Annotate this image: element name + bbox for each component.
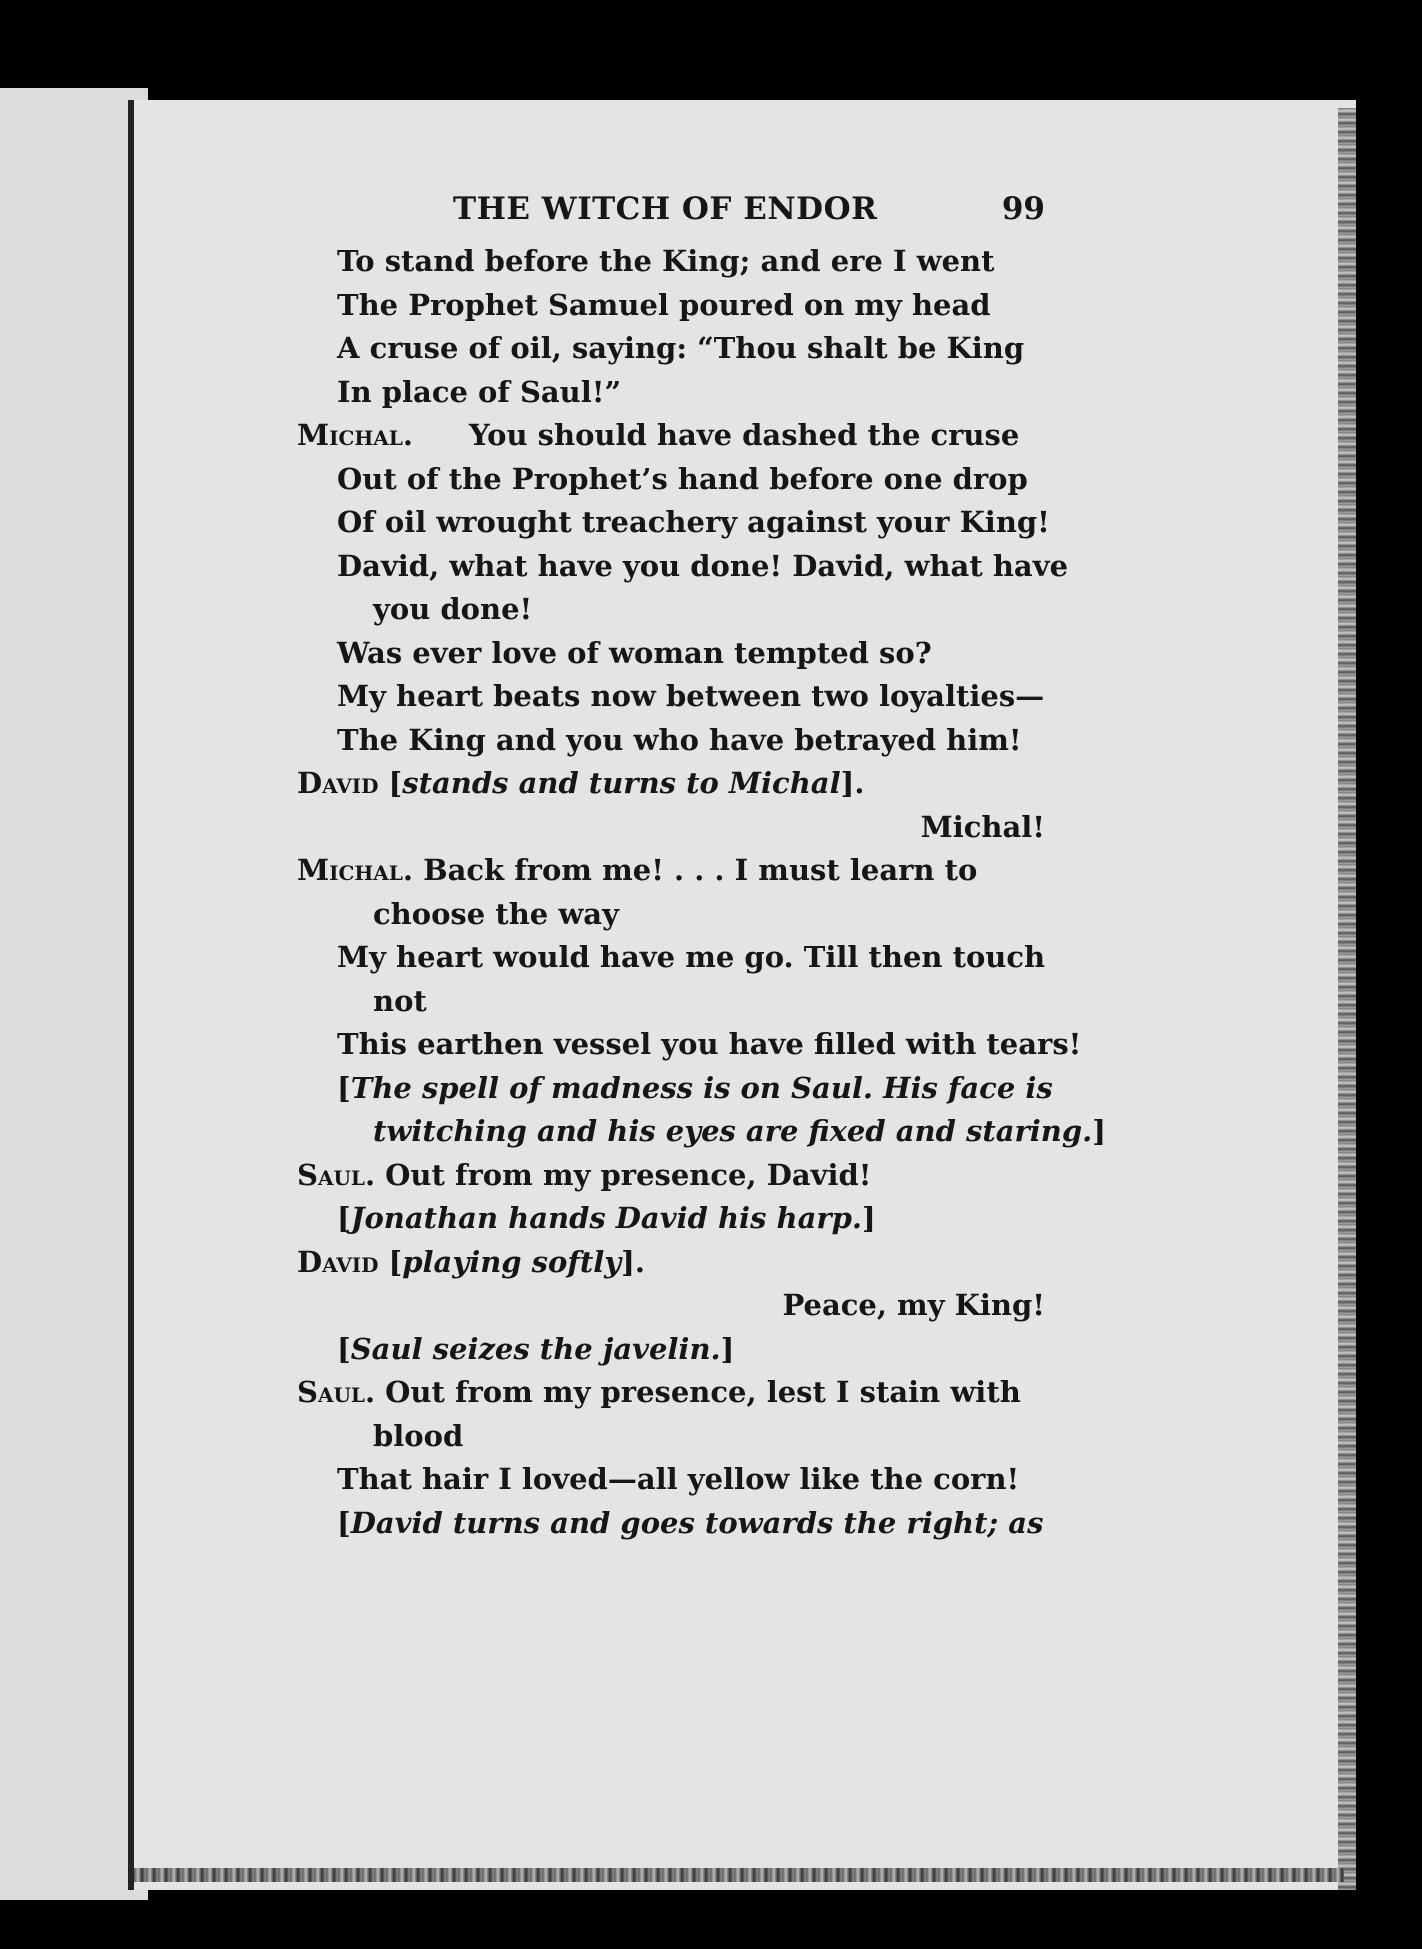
stage-direction: Jonathan hands David his harp. — [350, 1201, 863, 1235]
speaker-name: David — [297, 766, 379, 800]
speech-line — [297, 1371, 1045, 1415]
speaker-name: Saul. — [297, 1157, 376, 1192]
verse-line: A cruse of oil, saying: “Thou shalt be King — [337, 331, 1025, 365]
stage-direction: The spell of madness is on Saul. His face is — [350, 1070, 1053, 1105]
verse-line: To stand before the King; and ere I went — [337, 244, 995, 278]
speaker-name: David — [297, 1244, 379, 1279]
speech-line: David [stands and turns to Michal]. — [297, 766, 865, 800]
speaker-name: Michal. — [297, 853, 413, 887]
speaker-name: Michal. — [297, 418, 413, 452]
speaker-name: Saul. — [297, 1375, 376, 1409]
speech-line: David [playing softly]. — [297, 1244, 645, 1279]
page-edge-right — [1338, 108, 1356, 1890]
running-title: THE WITCH OF ENDOR — [453, 191, 878, 227]
verse-line: My heart beats now between two loyalties— — [337, 679, 1045, 713]
stage-direction: stands and turns to Michal — [402, 766, 841, 800]
speech-text: Out from my presence, David! — [385, 1157, 872, 1192]
page-text — [297, 188, 1106, 1545]
verse-line-continuation: not — [373, 983, 427, 1018]
speech-line — [297, 1154, 1045, 1198]
verse-line: David, what have you done! David, what have — [337, 548, 1069, 583]
stage-direction-line: [David turns and goes towards the right; as — [337, 1505, 1044, 1540]
speech-text: You should have dashed the cruse — [468, 418, 1020, 452]
verse-line-continuation: choose the way — [373, 896, 619, 931]
stage-direction: playing softly — [402, 1244, 622, 1279]
verse-line: The King and you who have betrayed him! — [337, 722, 1022, 757]
verse-line: My heart would have me go. Till then touch — [337, 940, 1046, 974]
page-number: 99 — [1001, 191, 1045, 227]
verse-line: This earthen vessel you have filled with tears! — [337, 1027, 1082, 1061]
stage-direction-line: [Jonathan hands David his harp.] — [337, 1201, 876, 1235]
stage-direction-line: [Saul seizes the javelin.] — [337, 1331, 735, 1366]
verse-line-right: Peace, my King! — [782, 1288, 1045, 1322]
speech-line — [297, 414, 1045, 458]
page-edge-bottom — [134, 1868, 1344, 1882]
facing-page-edge — [0, 88, 148, 1900]
speech-text: Out from my presence, lest I stain with — [385, 1375, 1021, 1409]
verse-line: Was ever love of woman tempted so? — [337, 635, 932, 670]
verse-line-right: Michal! — [920, 809, 1045, 844]
verse-line: Of oil wrought treachery against your King! — [337, 505, 1050, 539]
speech-line — [297, 849, 1045, 893]
stage-direction-line: [The spell of madness is on Saul. His face is — [337, 1070, 1053, 1105]
verse-line: In place of Saul!” — [337, 374, 622, 409]
verse-line: That hair I loved—all yellow like the corn! — [337, 1462, 1020, 1496]
stage-direction: Saul seizes the javelin. — [350, 1331, 721, 1366]
verse-line: Out of the Prophet’s hand before one drop — [337, 461, 1028, 496]
verse-line-continuation: blood — [373, 1418, 464, 1453]
speech-text: Back from me! . . . I must learn to — [423, 853, 978, 887]
stage-direction: David turns and goes towards the right; as — [350, 1505, 1044, 1540]
stage-direction: twitching and his eyes are fixed and staring. — [373, 1114, 1093, 1148]
verse-line: The Prophet Samuel poured on my head — [337, 287, 991, 322]
stage-direction-line: twitching and his eyes are fixed and staring.] — [373, 1114, 1106, 1148]
verse-line-continuation: you done! — [373, 592, 533, 626]
running-header — [297, 188, 1045, 240]
